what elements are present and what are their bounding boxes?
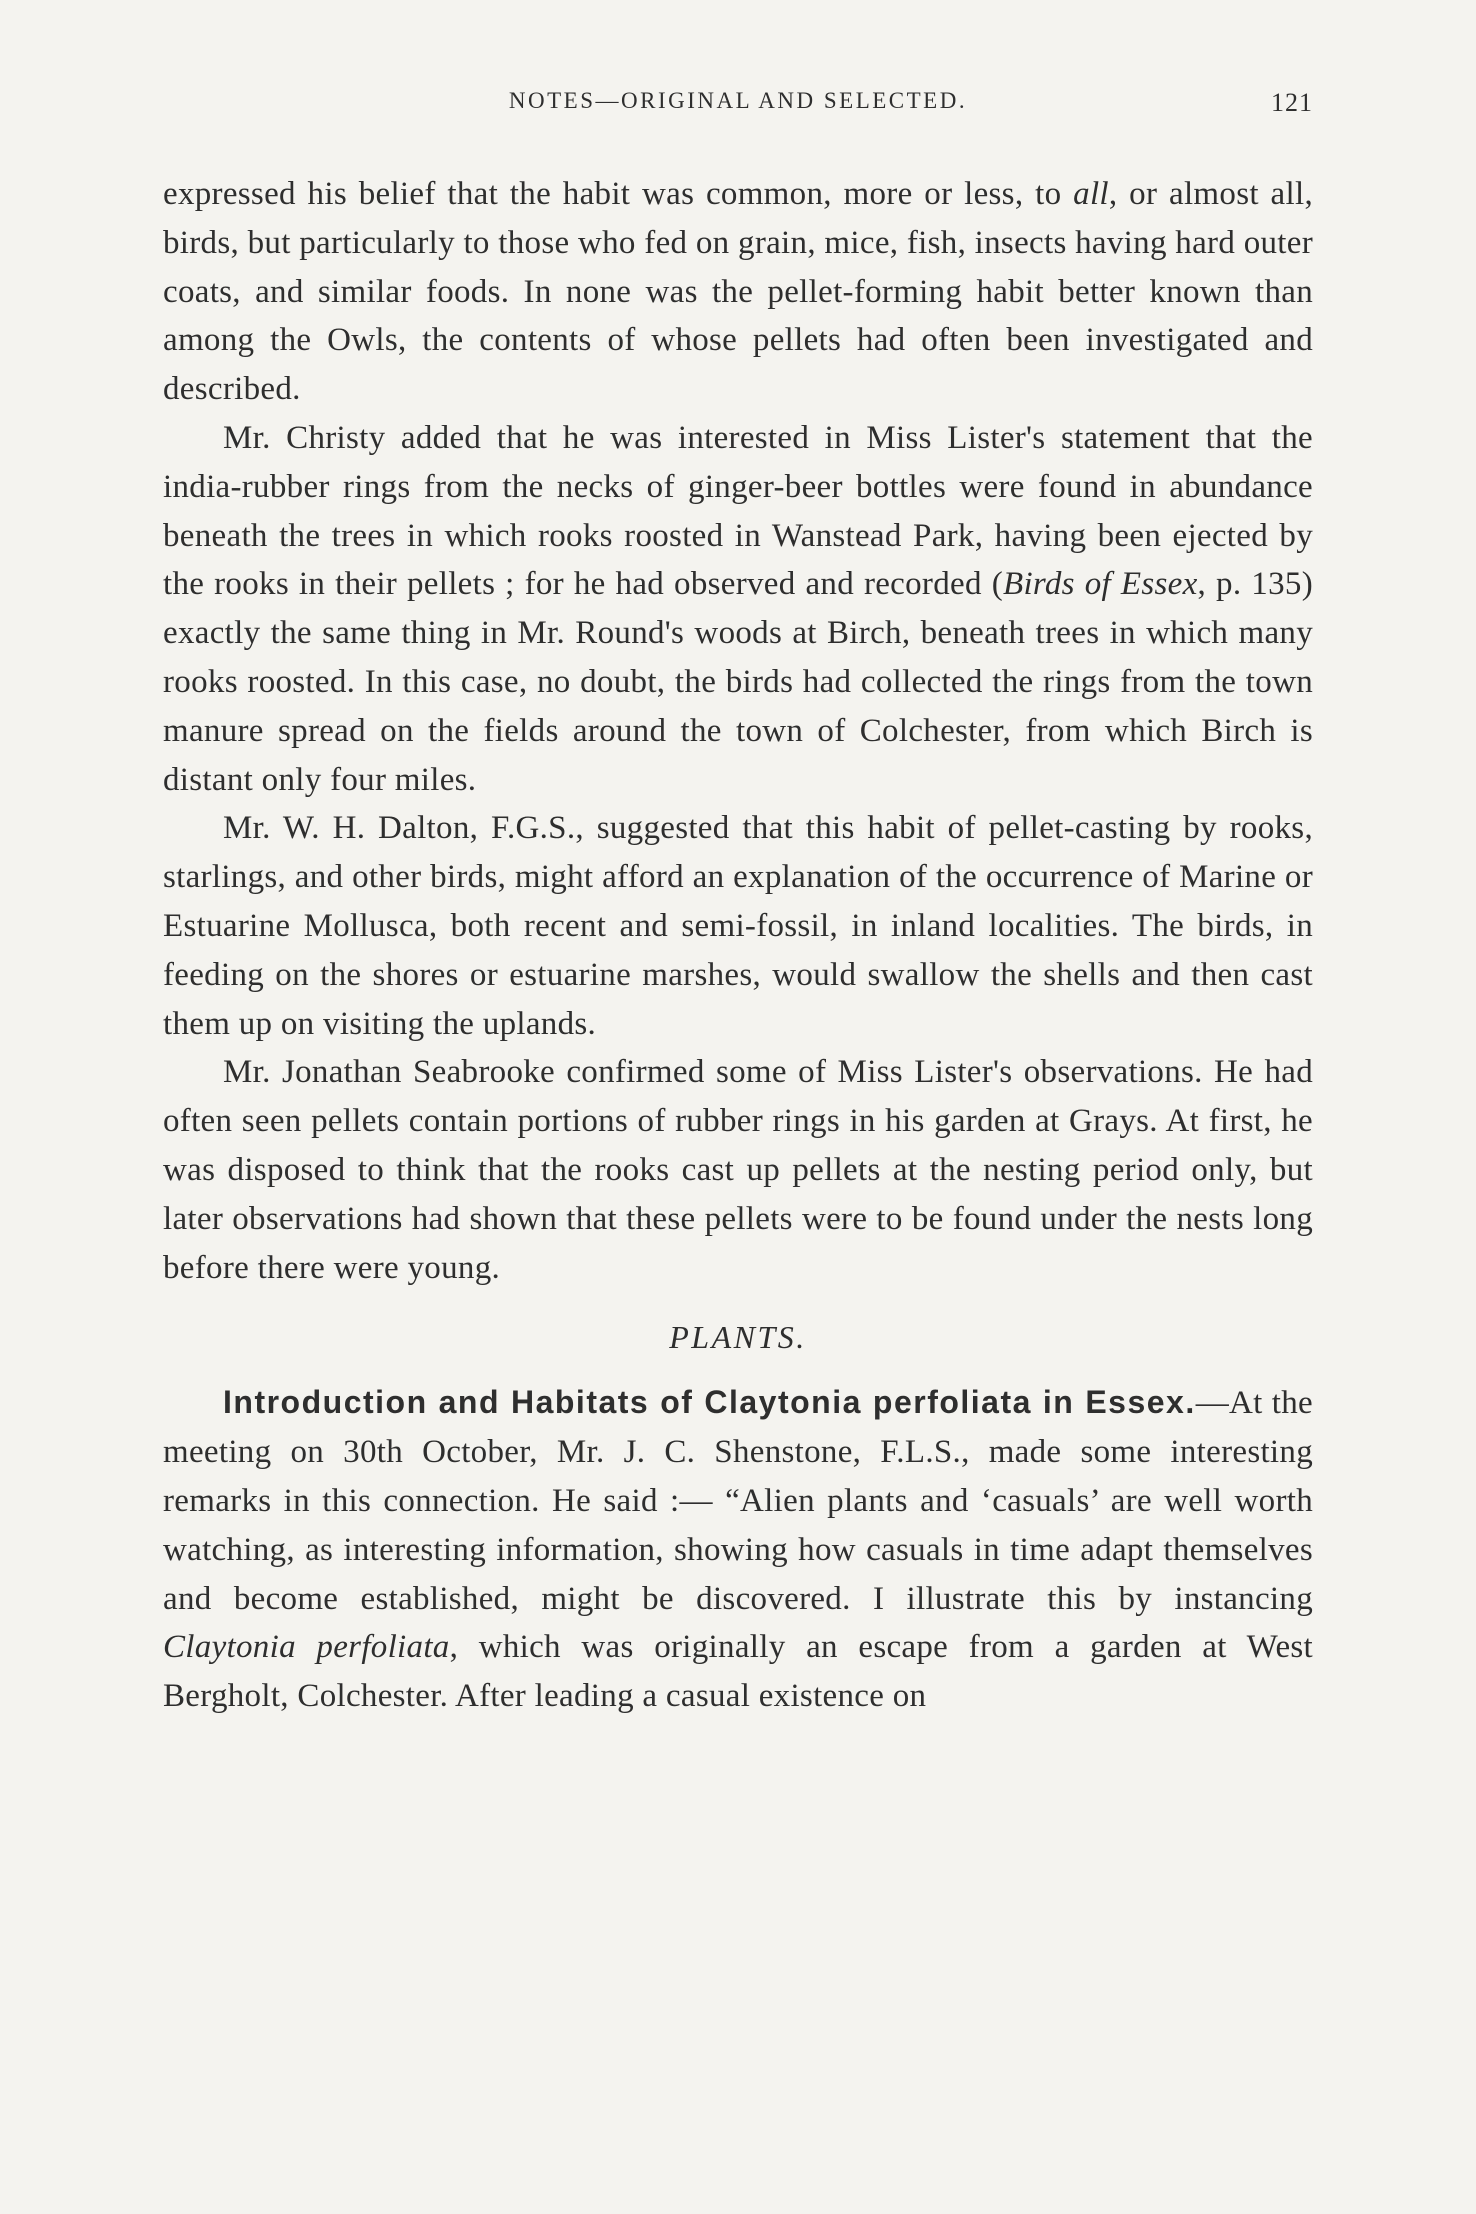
running-head [163, 88, 1313, 128]
book-title-citation: Birds of Essex [1003, 566, 1198, 603]
paragraph-owls-pellets [163, 170, 1313, 414]
paragraph-seabrooke: Mr. Jonathan Seabrooke confirmed some of Miss Lister's observations. He had often seen pellets contain portions of rubber rings in his garden at Grays. At first, he was disposed to think that the rooks cast up pellets at the nesting period only, but later observations had shown that these pellets were to be found under the nests long before there were young. [163, 1054, 1313, 1286]
paragraph-text: Mr. Christy added that he was interested in Miss Lister's statement that the india-rubber rings from the necks of ginger-beer bottles were found in abundance beneath the trees in which rooks roosted in Wanstead Park, having been ejected by the rooks in their pellets ; for he had observed and recorded ( [163, 419, 1313, 603]
paragraph-text: , or almost all, birds, but particularly to those who fed on grain, mice, fish, insects having hard outer coats, and similar foods. In none was the pellet-forming habit better known than among the Owls, the contents of whose pellets had often been investigated and described. [163, 176, 1313, 408]
article-title: Introduction and Habitats of Claytonia perfoliata in Essex. [223, 1384, 1196, 1421]
section-heading-plants: PLANTS. [669, 1319, 807, 1356]
paragraph-text: , p. 135) exactly the same thing in Mr. Round's woods at Birch, beneath trees in which many rooks roosted. In this case, no doubt, the birds had collected the rings from the town manure spread on the fields around the town of Colchester, from which Birch is distant only four miles. [163, 566, 1313, 798]
paragraph-text: —At the meeting on 30th October, Mr. J. C. Shenstone, F.L.S., made some interesting remarks in this connection. He said :— “Alien plants and ‘casuals’ are well worth watching, as interesting information, showing how casuals in time adapt themselves and become established, might be discovered. I illustrate this by instancing [163, 1385, 1314, 1617]
paragraph-claytonia [163, 1378, 1313, 1721]
paragraph-text: expressed his belief that the habit was common, more or less, to [163, 176, 1074, 212]
page-number: 121 [1271, 88, 1313, 117]
running-title: NOTES—ORIGINAL AND SELECTED. [508, 88, 968, 113]
species-name: Claytonia perfoliata [163, 1629, 450, 1666]
paragraph-text: , which was originally an escape from a garden at West Bergholt, Colchester. After leading a casual existence on [163, 1629, 1313, 1715]
italic-emphasis: all [1073, 176, 1109, 212]
body-text [163, 170, 1313, 1721]
paragraph-dalton: Mr. W. H. Dalton, F.G.S., suggested that this habit of pellet-casting by rooks, starlings, and other birds, might afford an explanation of the occurrence of Marine or Estuarine Mollusca, both recent and semi-fossil, in inland localities. The birds, in feeding on the shores or estuarine marshes, would swallow the shells and then cast them up on visiting the uplands. [163, 810, 1313, 1042]
paragraph-christy [163, 414, 1313, 804]
